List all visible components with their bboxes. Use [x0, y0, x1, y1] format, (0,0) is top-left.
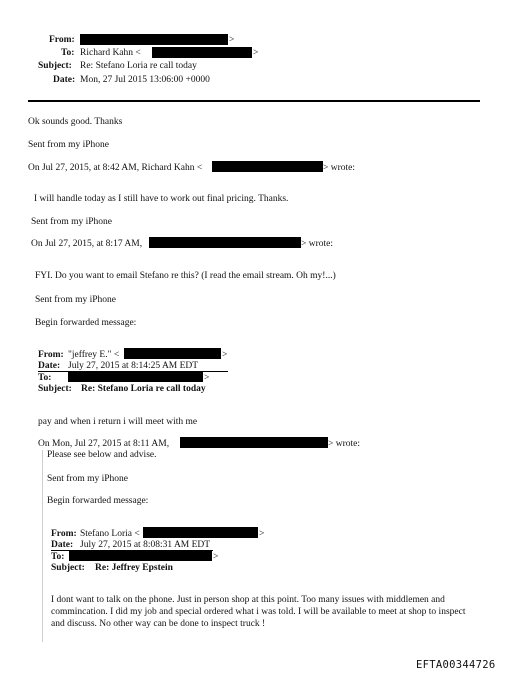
message-signature: Sent from my iPhone — [28, 140, 110, 150]
fwd2-from-tail: > — [259, 529, 265, 539]
fwd2-subject-label: Subject: — [51, 563, 85, 573]
header-subject-label: Subject: — [38, 61, 72, 71]
message-body: I will handle today as I still have to work out final pricing. Thanks. — [34, 194, 289, 204]
header-divider — [28, 100, 480, 102]
redaction-bar — [69, 550, 212, 561]
message-attribution-tail: > wrote: — [301, 239, 334, 249]
fwd1-date-value: July 27, 2015 at 8:14:25 AM EDT — [68, 361, 199, 371]
message-attribution: On Jul 27, 2015, at 8:42 AM, Richard Kahn < — [28, 163, 203, 173]
header-date-label: Date: — [53, 75, 76, 85]
redaction-bar — [143, 527, 258, 538]
fwd1-attribution-tail: > wrote: — [328, 439, 361, 449]
fwd2-date-value: July 27, 2015 at 8:08:31 AM EDT — [80, 540, 211, 550]
fwd1-attribution: On Mon, Jul 27, 2015 at 8:11 AM, — [38, 439, 170, 449]
redaction-bar — [149, 237, 301, 248]
message-signature: Sent from my iPhone — [31, 217, 113, 227]
redaction-bar — [80, 34, 228, 45]
fwd1-body: pay and when i return i will meet with me — [38, 417, 198, 427]
quoted-forwarded-label: Begin forwarded message: — [47, 496, 149, 506]
fwd2-to-tail: > — [213, 552, 219, 562]
message-attribution-tail: > wrote: — [323, 163, 356, 173]
document-id: EFTA00344726 — [416, 659, 496, 671]
quote-bar — [42, 450, 43, 642]
fwd1-from-value: "jeffrey E." < — [68, 350, 120, 360]
fwd2-subject-value: Re: Jeffrey Epstein — [95, 563, 173, 573]
fwd1-to-tail: > — [204, 373, 210, 383]
header-date-value: Mon, 27 Jul 2015 13:06:00 +0000 — [80, 75, 210, 85]
fwd1-date-label: Date: — [38, 361, 61, 371]
redaction-bar — [152, 47, 252, 58]
message-attribution: On Jul 27, 2015, at 8:17 AM, — [31, 239, 143, 249]
quoted-signature: Sent from my iPhone — [47, 474, 129, 484]
redaction-bar — [68, 371, 203, 382]
redaction-bar — [180, 437, 328, 448]
forwarded-message-label: Begin forwarded message: — [35, 318, 137, 328]
fwd2-from-value: Stefano Loria < — [80, 529, 140, 539]
fwd1-from-tail: > — [222, 350, 228, 360]
message-body: FYI. Do you want to email Stefano re this? (I read the email stream. Oh my!...) — [35, 271, 336, 281]
header-to-label: To: — [61, 48, 75, 58]
quoted-line: Please see below and advise. — [47, 450, 157, 460]
fwd2-from-label: From: — [51, 529, 77, 539]
header-from-label: From: — [49, 35, 75, 45]
header-to-tail: > — [253, 48, 259, 58]
fwd2-to-label: To: — [51, 552, 65, 562]
redaction-bar — [124, 348, 221, 359]
fwd1-to-label: To: — [38, 373, 52, 383]
redaction-bar — [212, 161, 323, 172]
fwd2-date-label: Date: — [51, 540, 74, 550]
header-from-tail: > — [229, 35, 235, 45]
header-subject-value: Re: Stefano Loria re call today — [80, 61, 197, 71]
fwd1-subject-value: Re: Stefano Loria re call today — [81, 384, 206, 394]
fwd1-subject-label: Subject: — [38, 384, 72, 394]
fwd1-from-label: From: — [38, 350, 64, 360]
message-signature: Sent from my iPhone — [35, 295, 117, 305]
header-to-name: Richard Kahn < — [80, 48, 141, 58]
message-body: Ok sounds good. Thanks — [28, 117, 123, 127]
fwd2-body: I dont want to talk on the phone. Just in person shop at this point. Too many issues with middlemen and commincation. I did my job and special ordered what i was told. I will be available to meet at shop to inspect and discuss. No other way can be done to inspect truck ! — [51, 595, 466, 629]
